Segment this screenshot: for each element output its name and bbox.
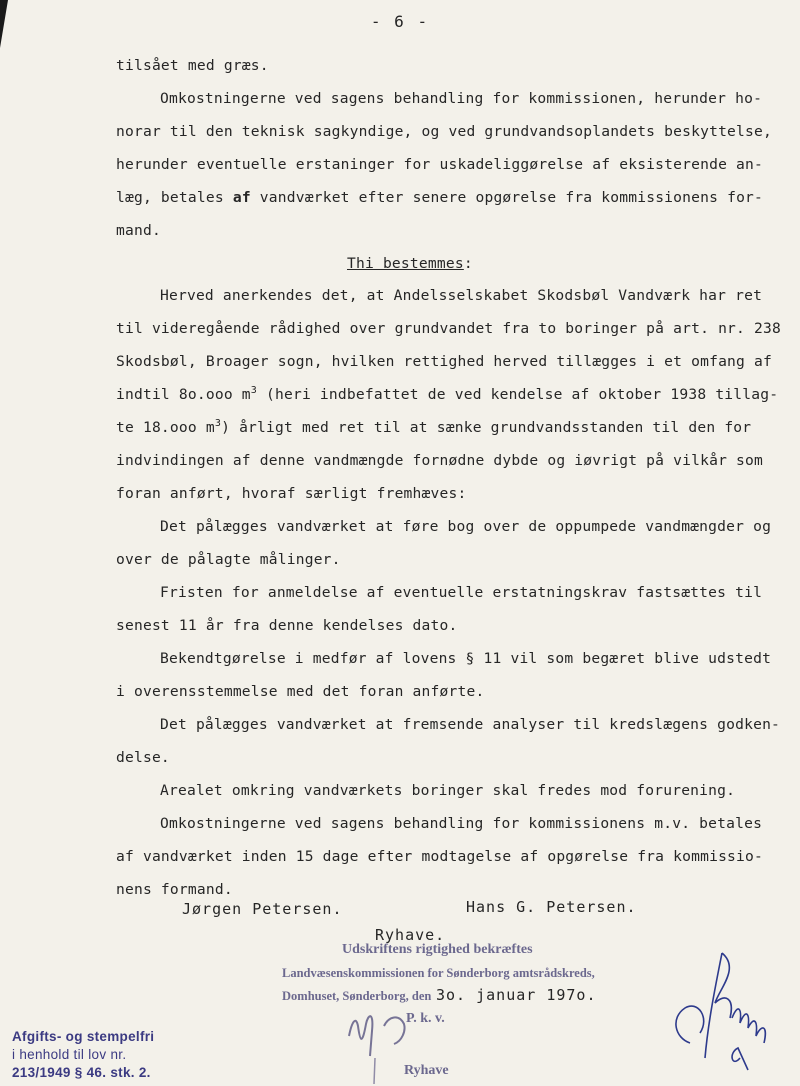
text-line: Herved anerkendes det, at Andelsselskabet Skodsbøl Vandværk har ret <box>160 287 763 304</box>
fee-stamp-line: 213/1949 § 46. stk. 2. <box>12 1065 151 1080</box>
text-fragment: te 18.ooo m <box>116 419 215 436</box>
text-line: foran anført, hvoraf særligt fremhæves: <box>116 485 467 502</box>
text-line <box>116 189 763 206</box>
certification-stamp-bottom: Ryhave <box>404 1063 449 1078</box>
text-line: Det pålægges vandværket at fremsende analyser til kredslægens godken- <box>160 716 781 733</box>
text-line: Det pålægges vandværket at føre bog over de oppumpede vandmængder og <box>160 518 772 535</box>
fee-stamp-line: Afgifts- og stempelfri <box>12 1029 155 1044</box>
text-line: tilsået med græs. <box>116 57 269 74</box>
section-heading <box>347 255 473 272</box>
text-line: nens formand. <box>116 881 233 898</box>
text-fragment: (heri indbefattet de ved kendelse af oktober 1938 tillag- <box>257 386 779 403</box>
text-line: Skodsbøl, Broager sogn, hvilken rettighed herved tillægges i et omfang af <box>116 353 772 370</box>
signature-name-left: Jørgen Petersen. <box>182 900 343 918</box>
text-fragment-bold: af <box>232 189 251 206</box>
text-line: over de pålagte målinger. <box>116 551 341 568</box>
certification-place: Ryhave. <box>375 926 446 944</box>
text-line: mand. <box>116 222 161 239</box>
text-fragment: vandværket efter senere opgørelse fra kommissionens for- <box>250 189 764 206</box>
text-line: senest 11 år fra denne kendelses dato. <box>116 617 458 634</box>
certification-stamp-line: Udskriftens rigtighed bekræftes <box>342 942 533 957</box>
signature-name-right: Hans G. Petersen. <box>466 898 637 916</box>
page-number: - 6 - <box>370 12 430 31</box>
certification-stamp-line: Domhuset, Sønderborg, den <box>282 989 432 1003</box>
fee-exemption-stamp <box>12 1028 154 1082</box>
text-line: herunder eventuelle erstaninger for uskadeliggørelse af eksisterende an- <box>116 156 764 173</box>
superscript: 3 <box>250 385 258 396</box>
text-line: indvindingen af denne vandmængde fornødne dybde og iøvrigt på vilkår som <box>116 452 764 469</box>
handwritten-initials-signature <box>344 996 464 1086</box>
text-line: Omkostningerne ved sagens behandling for kommissionen, herunder ho- <box>160 90 763 107</box>
fee-stamp-line: i henhold til lov nr. <box>12 1047 127 1062</box>
text-line: til videregående rådighed over grundvandet fra to boringer på art. nr. 238 <box>116 320 781 337</box>
section-heading-colon: : <box>463 255 473 272</box>
text-line: af vandværket inden 15 dage efter modtagelse af opgørelse fra kommissio- <box>116 848 764 865</box>
text-fragment: læg, betales <box>116 189 233 206</box>
text-fragment: ) årligt med ret til at sænke grundvandsstanden til den for <box>221 419 752 436</box>
section-heading-text: Thi bestemmes <box>347 255 464 272</box>
text-line: delse. <box>116 749 170 766</box>
text-line: Arealet omkring vandværkets boringer skal fredes mod forurening. <box>160 782 736 799</box>
text-line: Bekendtgørelse i medfør af lovens § 11 vil som begæret blive udstedt <box>160 650 772 667</box>
handwritten-signature <box>660 948 790 1078</box>
certification-stamp-line: Landvæsenskommissionen for Sønderborg amtsrådskreds, <box>282 966 595 980</box>
text-line: norar til den teknisk sagkyndige, og ved grundvandsoplandets beskyttelse, <box>116 123 772 140</box>
text-line: Omkostningerne ved sagens behandling for kommissionens m.v. betales <box>160 815 763 832</box>
text-line <box>116 386 778 403</box>
text-line: i overensstemmelse med det foran anførte. <box>116 683 485 700</box>
certification-date: 3o. januar 197o. <box>436 986 597 1004</box>
text-line <box>116 419 751 436</box>
text-fragment: indtil 8o.ooo m <box>116 386 251 403</box>
certification-initials: P. k. v. <box>406 1011 445 1026</box>
text-line: Fristen for anmeldelse af eventuelle erstatningskrav fastsættes til <box>160 584 763 601</box>
superscript: 3 <box>214 418 222 429</box>
